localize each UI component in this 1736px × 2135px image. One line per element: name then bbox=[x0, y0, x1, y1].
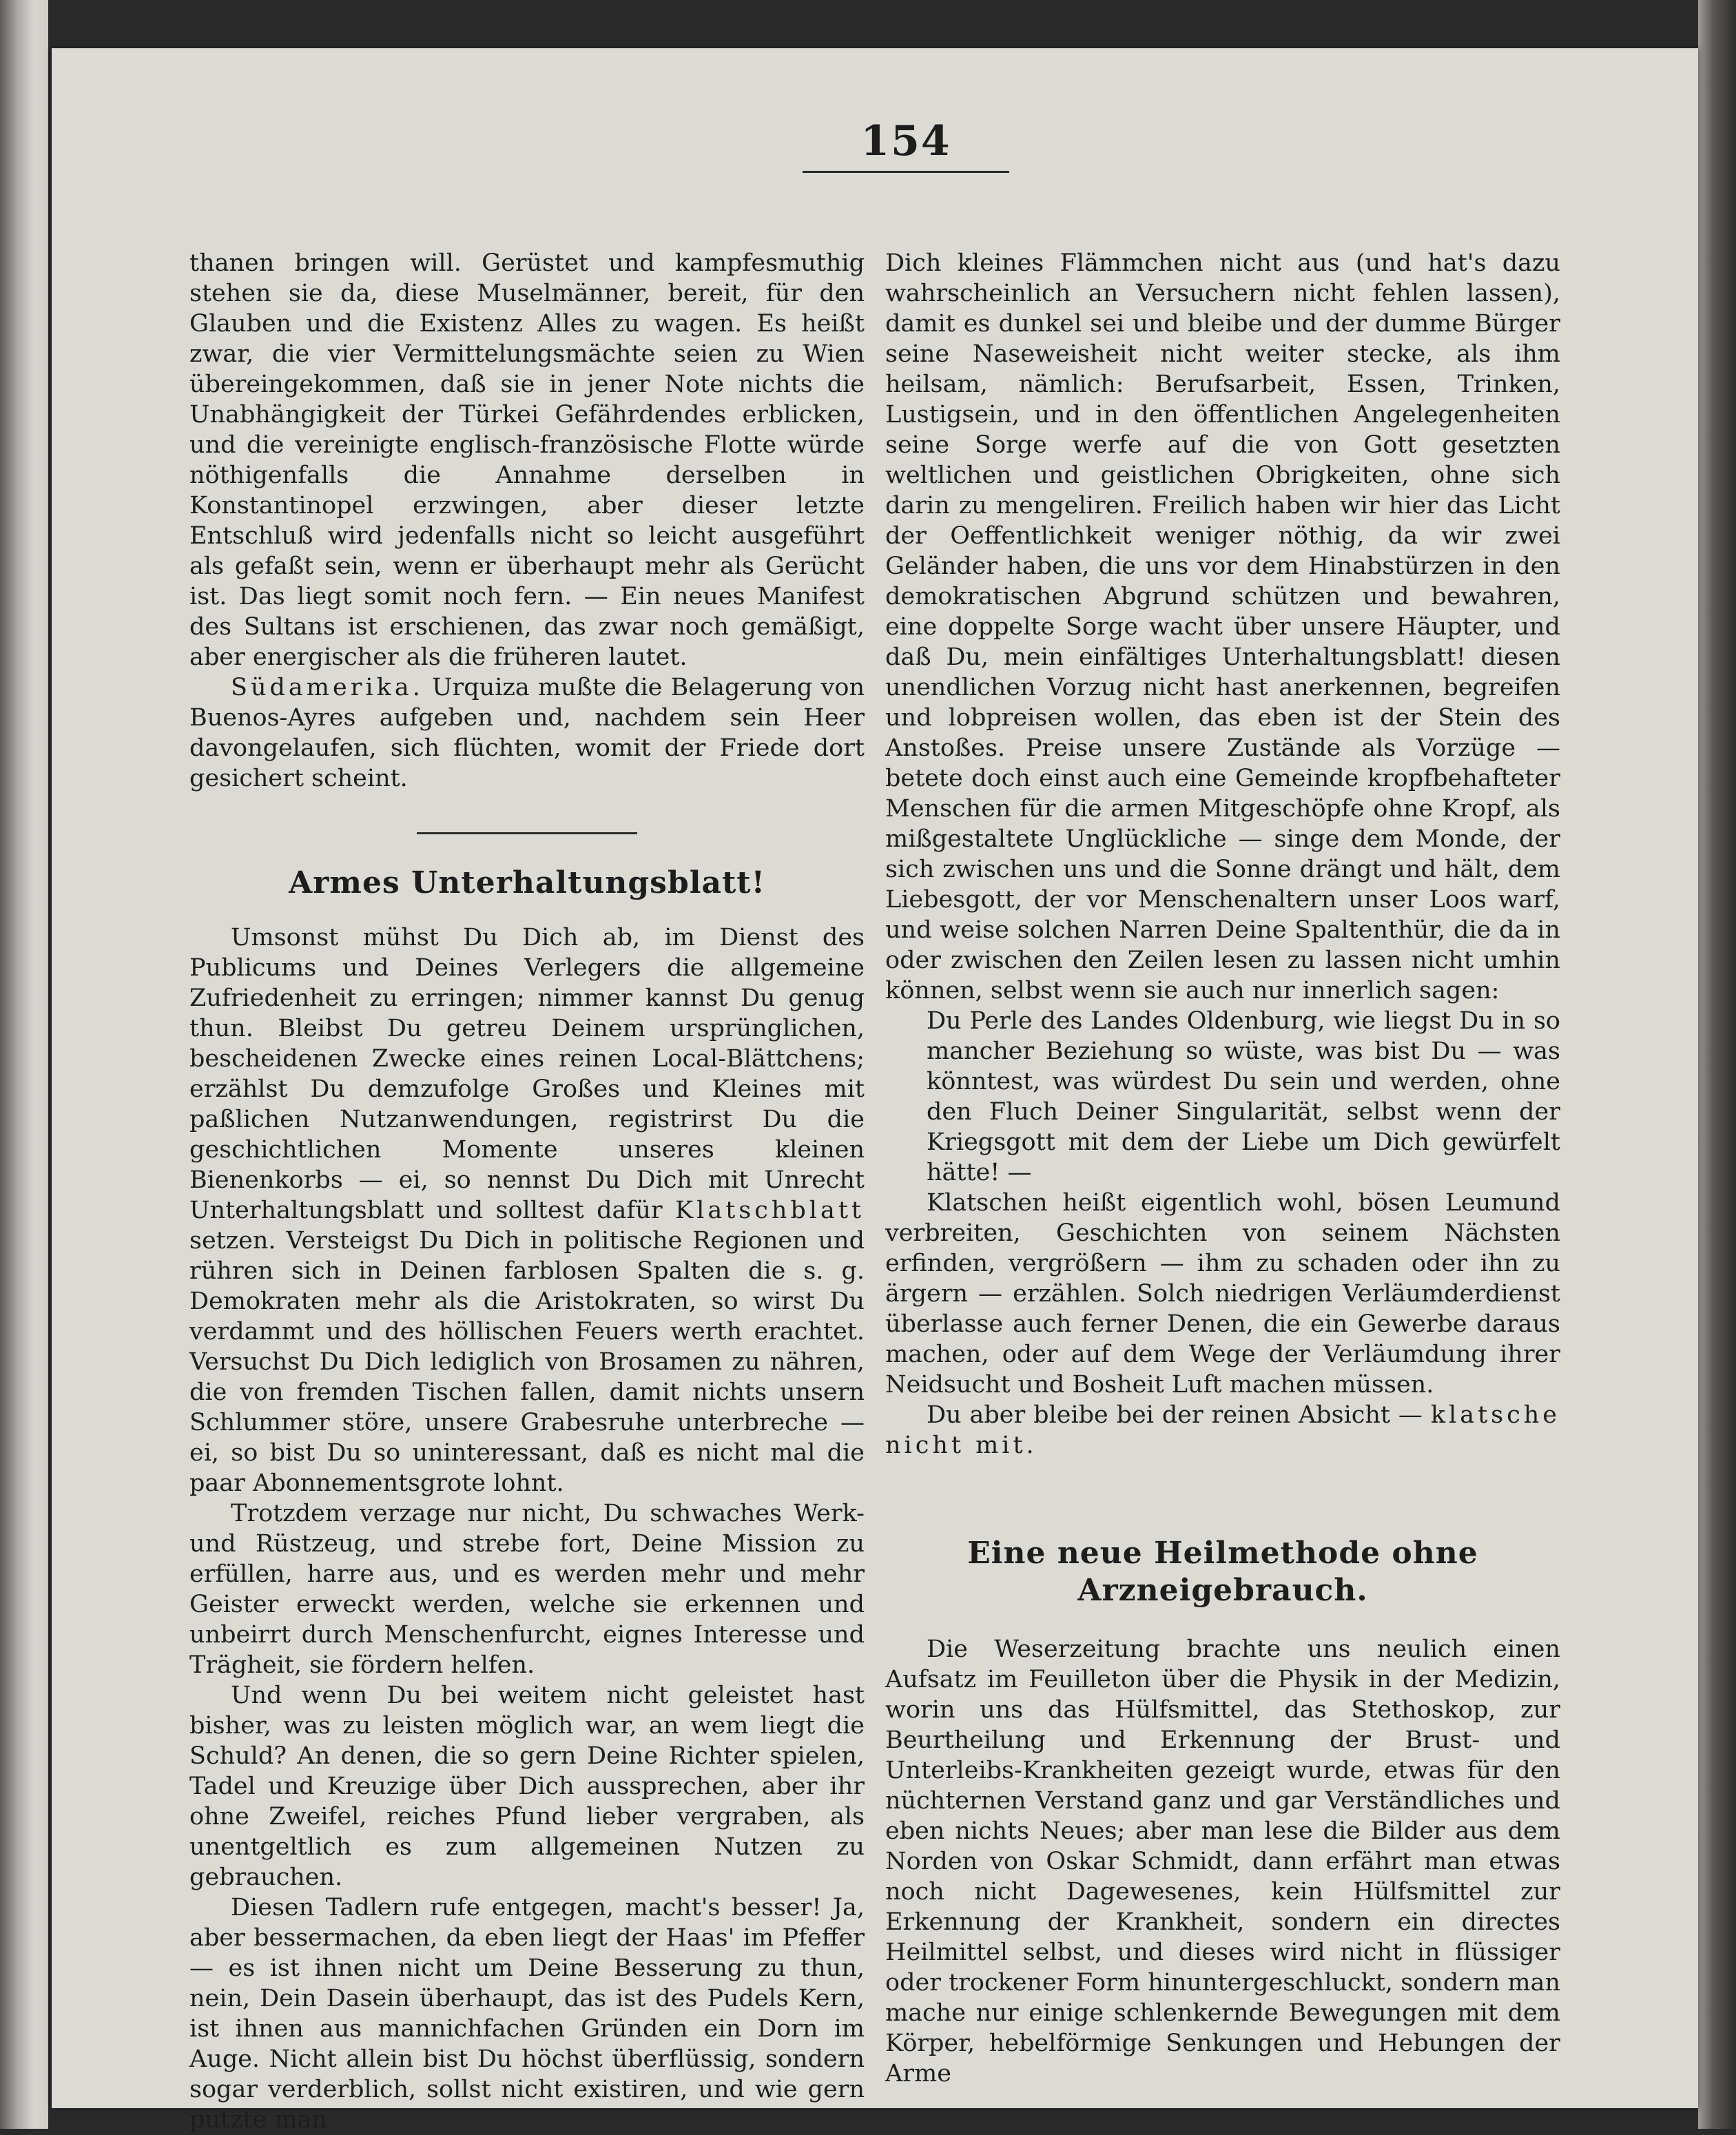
paragraph-turkey-news: thanen bringen will. Gerüstet und kampfesmuthig stehen sie da, diese Muselmänner, bereit, für den Glauben und die Existenz Alles zu wagen. Es heißt zwar, die vier Vermittelungsmächte seien zu Wien übereingekommen, daß sie in jener Note nichts die Unabhängigkeit der Türkei Gefährdendes erblicken, und die vereinigte englisch-französische Flotte würde nöthigenfalls die Annahme derselben in Konstantinopel erzwingen, aber dieser letzte Entschluß wird jedenfalls nicht so leicht ausgeführt als gefaßt sein, wenn er überhaupt mehr als Gerücht ist. Das liegt somit noch fern. — Ein neues Manifest des Sultans ist erschienen, das zwar noch gemäßigt, aber energischer als die früheren lautet. bbox=[189, 249, 865, 671]
paragraph-heilmethode: Die Weserzeitung brachte uns neulich einen Aufsatz im Feuilleton über die Physik in der Medizin, worin uns das Hülfsmittel, das Stethoskop, zur Beurtheilung und Erkennung der Brust- und Unterleibs-Krankheiten gezeigt wurde, etwas für den nüchternen Verstand ganz und gar Verständliches und eben nichts Neues; aber man lese die Bilder aus dem Norden von Oskar Schmidt, dann erfährt man etwas noch nicht Dagewesenes, kein Hülfsmittel zur Erkennung der Krankheit, sondern ein directes Heilmittel selbst, und dieses wird nicht in flüssiger oder trockener Form hinuntergeschluckt, sondern man mache nur einige schlenkernde Bewegungen mit dem Körper, hebelförmige Senkungen und Hebungen der Arme bbox=[885, 1636, 1560, 2087]
paragraph-quote-oldenburg: Du Perle des Landes Oldenburg, wie liegst Du in so mancher Beziehung so wüste, was bist Du — was könntest, was würdest Du sein und werden, ohne den Fluch Deiner Singularität, selbst wenn der Kriegsgott mit dem der Liebe um Dich gewürfelt hätte! — bbox=[927, 1007, 1560, 1186]
paragraph-south-america bbox=[189, 672, 865, 794]
paragraph-article-2: Trotzdem verzage nur nicht, Du schwaches Werk- und Rüstzeug, und strebe fort, Deine Mission zu erfüllen, harre aus, und es werden mehr und mehr Geister erweckt werden, welche sie erkennen und unbeirrt durch Menschenfurcht, eignes Interesse und Trägheit, sie fördern helfen. bbox=[189, 1500, 865, 1679]
paragraph-article-4: Diesen Tadlern rufe entgegen, macht's besser! Ja, aber bessermachen, da eben liegt der Haas' im Pfeffer — es ist ihnen nicht um Deine Besserung zu thun, nein, Dein Dasein überhaupt, das ist des Pudels Kern, ist ihnen aus mannichfachen Gründen ein Dorn im Auge. Nicht allein bist Du höchst überflüssig, sondern sogar verderblich, sollst nicht existiren, und wie gern putzte man bbox=[189, 1894, 865, 2134]
scan-left-edge bbox=[0, 0, 48, 2129]
paragraph-closing bbox=[885, 1400, 1560, 1461]
dateline-south-america: Südamerika. bbox=[231, 674, 424, 701]
page-number: 154 bbox=[860, 117, 951, 165]
right-column bbox=[885, 248, 1560, 2089]
page-right-edge bbox=[1698, 0, 1736, 2129]
page-number-rule bbox=[803, 171, 1009, 173]
paragraph-klatschen: Klatschen heißt eigentlich wohl, bösen Leumund verbreiten, Geschichten von seinem Nächsten erfinden, vergrößern — ihm zu schaden oder ihn zu ärgern — erzählen. Solch niedrigen Verläumderdienst überlasse auch ferner Denen, die ein Gewerbe daraus machen, oder auf dem Wege der Verläumdung ihrer Neidsucht und Bosheit Luft machen müssen. bbox=[885, 1189, 1560, 1399]
heading-line-2: Arzneigebrauch. bbox=[1077, 1573, 1368, 1608]
heading-line-1: Eine neue Heilmethode ohne bbox=[967, 1536, 1478, 1571]
article-heading-heilmethode bbox=[885, 1535, 1560, 1609]
closing-text: Du aber bleibe bei der reinen Absicht — bbox=[927, 1401, 1423, 1429]
south-america-text: Urquiza mußte die Belagerung von Buenos-Ayres aufgeben und, nachdem sein Heer davongelaufen, sich flüchten, womit der Friede dort gesichert scheint. bbox=[189, 674, 865, 792]
article-1-text-a: Umsonst mühst Du Dich ab, im Dienst des Publicums und Deines Verlegers die allgemeine Zufriedenheit zu erringen; nimmer kannst Du genug thun. Bleibst Du getreu Deinem ursprünglichen, bescheidenen Zwecke eines reinen Local-Blättchens; erzählst Du demzufolge Großes und Kleines mit paßlichen Nutzanwendungen, registrirst Du die geschichtlichen Momente unseres kleinen Bienenkorbs — ei, so nennst Du Dich mit Unrecht Unterhaltungsblatt und solltest dafür bbox=[189, 924, 865, 1224]
left-column bbox=[189, 248, 865, 2135]
article-1-emphasis: Klatschblatt bbox=[675, 1197, 865, 1224]
article-heading-unterhaltungsblatt: Armes Unterhaltungsblatt! bbox=[289, 865, 765, 900]
paragraph-article-continued: Dich kleines Flämmchen nicht aus (und hat's dazu wahrscheinlich an Versuchern nicht fehlen lassen), damit es dunkel sei und bleibe und der dumme Bürger seine Naseweisheit nicht weiter stecke, als ihm heilsam, nämlich: Berufsarbeit, Essen, Trinken, Lustigsein, und in den öffentlichen Angelegenheiten seine Sorge werfe auf die von Gott gesetzten weltlichen und geistlichen Obrigkeiten, ohne sich darin zu mengeliren. Freilich haben wir hier das Licht der Oeffentlichkeit weniger nöthig, da wir zwei Geländer haben, die uns vor dem Hinabstürzen in den demokratischen Abgrund schützen und bewahren, eine doppelte Sorge wacht über unsere Häupter, und daß Du, mein einfältiges Unterhaltungsblatt! diesen unendlichen Vorzug nicht hast anerkennen, begreifen und lobpreisen wollen, das eben ist der Stein des Anstoßes. Preise unsere Zustände als Vorzüge — betete doch einst auch eine Gemeinde kropfbehafteter Menschen für die armen Mitgeschöpfe ohne Kropf, als mißgestaltete Unglückliche — singe dem Monde, der sich zwischen uns und die Sonne drängt und hält, dem Liebesgott, der vor Menschenaltern unser Loos warf, und weise solchen Narren Deine Spaltenthür, die da in oder zwischen den Zeilen lesen zu lassen nicht umhin können, selbst wenn sie auch nur innerlich sagen: bbox=[885, 249, 1560, 1004]
section-divider bbox=[417, 832, 637, 834]
paragraph-article-3: Und wenn Du bei weitem nicht geleistet hast bisher, was zu leisten möglich war, an wem liegt die Schuld? An denen, die so gern Deine Richter spielen, Tadel und Kreuzige über Dich aussprechen, aber ihr ohne Zweifel, reiches Pfund lieber vergraben, als unentgeltlich es zum allgemeinen Nutzen zu gebrauchen. bbox=[189, 1682, 865, 1891]
article-1-text-b: setzen. Versteigst Du Dich in politische Regionen und rühren sich in Deinen farblosen Spalten die s. g. Demokraten mehr als die Aristokraten, so wirst Du verdammt und des höllischen Feuers werth erachtet. Versuchst Du Dich lediglich von Brosamen zu nähren, die von fremden Tischen fallen, damit nichts unsern Schlummer störe, unsere Grabesruhe unterbreche — ei, so bist Du so uninteressant, daß es nicht mal die paar Abonnementsgrote lohnt. bbox=[189, 1227, 865, 1497]
newspaper-page bbox=[52, 48, 1698, 2134]
paragraph-article-1 bbox=[189, 922, 865, 1498]
closing-emphasis: klatsche nicht mit. bbox=[885, 1401, 1560, 1459]
